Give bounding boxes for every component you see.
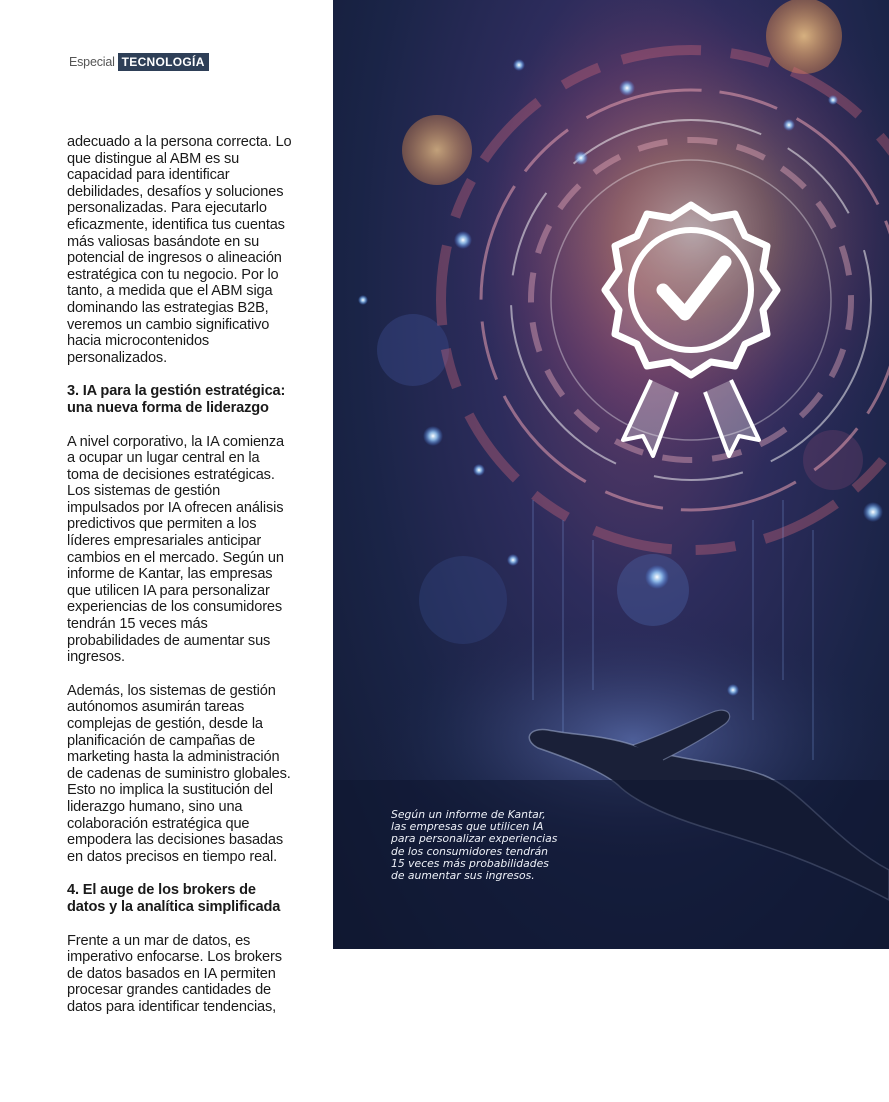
image-caption: Según un informe de Kantar, las empresas que utilicen IA para personalizar experiencias de los consumidores tendrán 15 veces más probabilidades de aumentar sus ingresos. (391, 808, 558, 883)
award-badge-illustration (333, 0, 889, 949)
section-label: Especial (69, 55, 115, 69)
paragraph-nivel-corporativo: A nivel corporativo, la IA comienza a ocupar un lugar central en la toma de decisiones estratégicas. Los sistemas de gestión impulsados por IA ofrecen análisis predictivos que permiten a los líderes empresariales anticipar cambios en el mercado. Según un informe de Kantar, las empresas que utilicen IA para personalizar experiencias de los consumidores tendrán 15 veces más probabilidades de aumentar sus ingresos. (67, 433, 285, 666)
heading-brokers-datos: 4. El auge de los brokers de datos y la analítica simplificada (67, 882, 281, 915)
paragraph-mar-datos: Frente a un mar de datos, es imperativo enfocarse. Los brokers de datos basados en IA permiten procesar grandes cantidades de datos para identificar tendencias, (67, 932, 282, 1015)
bokeh-orange (766, 0, 842, 74)
section-header (69, 53, 209, 71)
article-column (67, 134, 307, 1033)
heading-ia-gestion: 3. IA para la gestión estratégica: una nueva forma de liderazgo (67, 383, 286, 416)
bokeh-orange (402, 115, 472, 185)
paragraph-abm: adecuado a la persona correcta. Lo que distingue al ABM es su capacidad para identificar debilidades, desafíos y soluciones personalizadas. Para ejecutarlo eficazmente, identifica tus cuentas más valiosas basándote en su potencial de ingresos o alineación estratégica con tu negocio. Por lo tanto, a medida que el ABM siga dominando las estrategias B2B, veremos un cambio significativo hacia microcontenidos personalizados. (67, 134, 292, 366)
feature-image (333, 0, 889, 949)
section-tag: TECNOLOGÍA (118, 53, 209, 71)
paragraph-sistemas-autonomos: Además, los sistemas de gestión autónomos asumirán tareas complejas de gestión, desde la planificación de campañas de marketing hasta la administración de cadenas de suministro globales. Esto no implica la sustitución del liderazgo humano, sino una colaboración estratégica que empodera las decisiones basadas en datos precisos en tiempo real. (67, 682, 291, 865)
